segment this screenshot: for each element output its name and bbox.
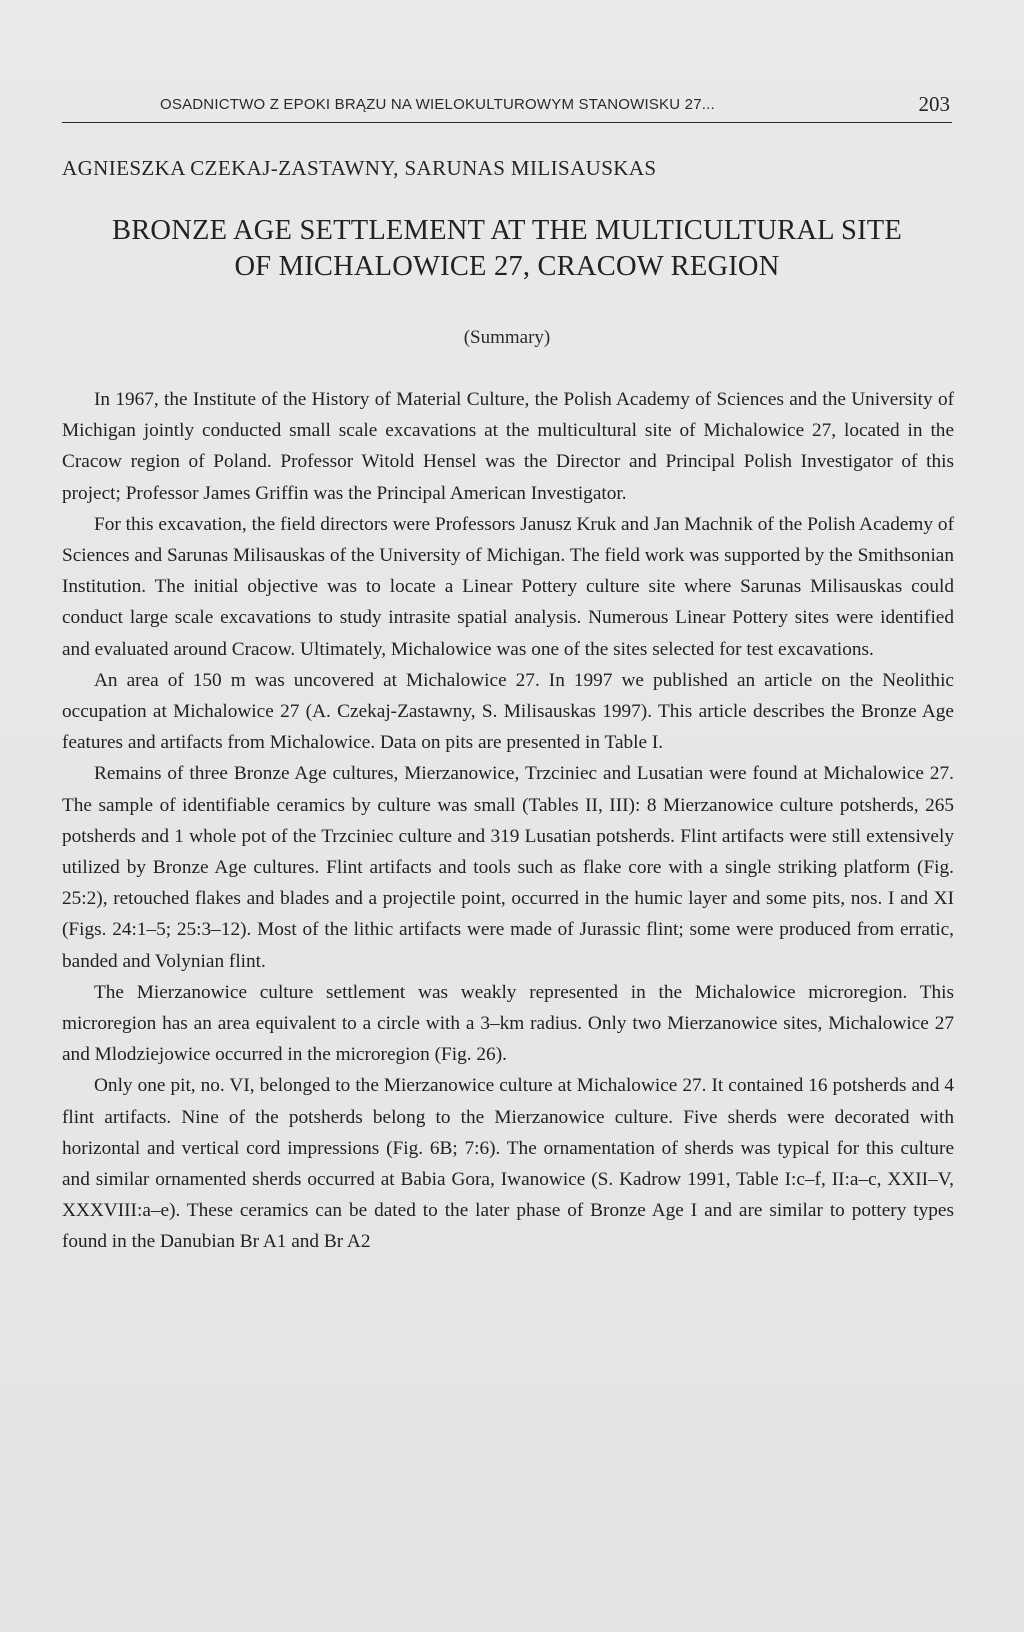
paragraph-2: For this excavation, the field directors were Professors Janusz Kruk and Jan Machnik of the Polish Academy of Sciences and Sarunas Milisauskas of the University of Michigan. The field work was supported by the Smithsonian Institution. The initial objective was to locate a Linear Pottery culture site where Sarunas Milisauskas could conduct large scale excavations to study intrasite spatial analysis. Numerous Linear Pottery sites were identified and evaluated around Cracow. Ultimately, Michalowice was one of the sites selected for test excavations. [62,513,954,660]
paragraph-4: Remains of three Bronze Age cultures, Mierzanowice, Trzciniec and Lusatian were found at Michalowice 27. The sample of identifiable ceramics by culture was small (Tables II, III): 8 Mierzanowice culture potsherds, 265 potsherds and 1 whole pot of the Trzciniec culture and 319 Lusatian potsherds. Flint artifacts were still extensively utilized by Bronze Age cultures. Flint artifacts and tools such as flake core with a single striking platform (Fig. 25:2), retouched flakes and blades and a projectile point, occurred in the humic layer and some pits, nos. I and XI (Figs. 24:1–5; 25:3–12). Most of the lithic artifacts were made of Jurassic flint; some were produced from erratic, banded and Volynian flint. [62,763,954,972]
page-number: 203 [918,92,950,116]
paragraph-3: An area of 150 m was uncovered at Michalowice 27. In 1997 we published an article on the Neolithic occupation at Michalowice 27 (A. Czekaj-Zastawny, S. Milisauskas 1997). This article describes the Bronze Age features and artifacts from Michalowice. Data on pits are presented in Table I. [62,669,954,754]
article-title-line-2: OF MICHALOWICE 27, CRACOW REGION [234,251,780,282]
summary-label: (Summary) [463,327,551,348]
article-title-line-1: BRONZE AGE SETTLEMENT AT THE MULTICULTURAL SITE [112,215,902,246]
running-header [62,92,952,123]
summary-body [62,384,954,1258]
article-title [62,213,952,285]
article-authors: AGNIESZKA CZEKAJ-ZASTAWNY, SARUNAS MILISAUSKAS [62,156,657,180]
running-header-title: OSADNICTWO Z EPOKI BRĄZU NA WIELOKULTUROWYM STANOWISKU 27... [160,96,715,113]
paragraph-5: The Mierzanowice culture settlement was weakly represented in the Michalowice microregion. This microregion has an area equivalent to a circle with a 3–km radius. Only two Mierzanowice sites, Michalowice 27 and Mlodziejowice occurred in the microregion (Fig. 26). [62,981,954,1066]
paragraph-6: Only one pit, no. VI, belonged to the Mierzanowice culture at Michalowice 27. It contained 16 potsherds and 4 flint artifacts. Nine of the potsherds belong to the Mierzanowice culture. Five sherds were decorated with horizontal and vertical cord impressions (Fig. 6B; 7:6). The ornamentation of sherds was typical for this culture and similar ornamented sherds occurred at Babia Gora, Iwanowice (S. Kadrow 1991, Table I:c–f, II:a–c, XXII–V, XXXVIII:a–e). These ceramics can be dated to the later phase of Bronze Age I and are similar to pottery types found in the Danubian Br A1 and Br A2 [62,1075,954,1253]
paragraph-1: In 1967, the Institute of the History of Material Culture, the Polish Academy of Sciences and the University of Michigan jointly conducted small scale excavations at the multicultural site of Michalowice 27, located in the Cracow region of Poland. Professor Witold Hensel was the Director and Principal Polish Investigator of this project; Professor James Griffin was the Principal American Investigator. [62,389,954,504]
